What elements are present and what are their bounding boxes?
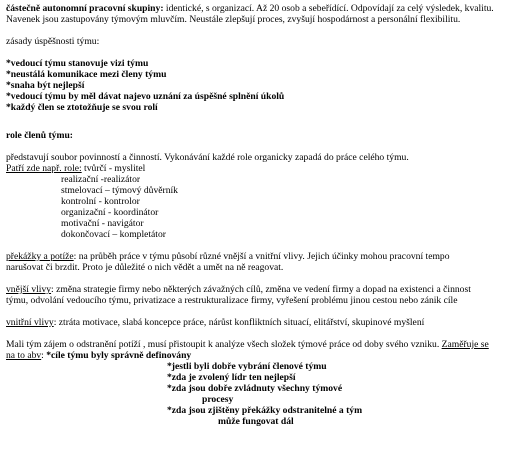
role-item: realizační -realizátor [61,174,141,185]
external-line-2: týmu, odvolání vedoucího týmu, privatizace a restrukturalizace firmy, vyřešení problému jinou cestou nebo zánik cíle [6,295,458,306]
success-item [6,69,504,80]
analysis-text-1: Mali tým zájem o odstranění potíží , musí přistoupit k analýze všech složek týmové práce od doby svého vzniku. [6,339,442,350]
external-text-1: : změna strategie firmy nebo některých závažných cílů, změna ve vedení firmy a dopad na existenci a činnost [51,284,471,295]
analysis-first-point: *cíle týmu byly správně definovány [46,350,192,361]
analysis-line-1 [6,339,504,350]
role-item: kontrolní - kontrolor [61,196,140,207]
analysis-item-text: může fungovat dál [218,416,294,427]
intro-line-2: Navenek jsou zastupovány týmovým mluvčím. Neustále zlepšují proces, zvyšují hospodárnost a personální flexibilitu. [6,14,461,25]
roles-line-2 [6,163,504,174]
analysis-item [6,383,504,394]
success-item [6,102,504,113]
role-item: organizační - koordinátor [61,207,159,218]
success-heading: zásady úspěšnosti týmu: [6,36,100,47]
roles-heading [6,130,504,141]
analysis-item-text: *jestli byli dobře vybrání členové týmu [167,361,327,372]
roles-line-1: představují soubor povinností a činností. Vykonávání každé role organicky zapadá do práce celého týmu. [6,152,409,163]
success-item-text: *každý člen se ztotožňuje se svou rolí [6,102,158,113]
intro-line-1 [6,3,504,14]
internal-line-1 [6,317,504,328]
analysis-item [6,416,504,427]
success-item [6,80,504,91]
analysis-underlined-2: na to abv [6,350,42,361]
internal-text-1: : ztráta motivace, slabá koncepce práce, nárůst konfliktních situací, elitářství, skupinové myšlení [53,317,425,328]
external-line-1 [6,284,504,295]
obstacles-label: překážky a potíže [6,251,74,262]
analysis-item [6,405,504,416]
obstacles-line-2: narušovat či brzdit. Proto je důležité o nich vědět a umět na ně reagovat. [6,262,284,273]
internal-label: vnitřní vlivy [6,317,54,328]
roles-first-role: tvůrčí - myslitel [81,163,146,174]
analysis-line-2 [6,350,504,361]
external-label: vnější vlivy [6,284,52,295]
analysis-item [6,372,504,383]
roles-heading-text: role členů týmu: [6,130,73,141]
success-item-text: *vedoucí týmu by měl dávat najevo uznání za úspěšné splnění úkolů [6,91,285,102]
analysis-item-text: *zda jsou zjištěny překážky odstranitelné a tým [167,405,363,416]
obstacles-line-1 [6,251,504,262]
roles-list-label: Patří zde např. role: [6,163,82,174]
success-item-text: *vedoucí týmu stanovuje vizi týmu [6,58,149,69]
analysis-colon: : [41,350,47,361]
analysis-item-text: procesy [202,394,234,405]
intro-text-1: identické, s organizací. Až 20 osob a sebeřídící. Odpovídají za celý výsledek, kvalitu. [163,3,494,14]
analysis-item [6,361,504,372]
role-item: motivační - navigátor [61,218,144,229]
success-item-text: *neustálá komunikace mezi členy týmu [6,69,167,80]
success-item-text: *snaha být nejlepší [6,80,85,91]
role-item: dokončovací – kompletátor [61,229,166,240]
document-body [6,3,504,427]
role-item: stmelovací – týmový důvěrník [61,185,178,196]
intro-term: částečně autonomní pracovní skupiny: [6,3,164,14]
success-item [6,58,504,69]
analysis-item-text: *zda jsou dobře zvládnuty všechny týmové [167,383,343,394]
analysis-item [6,394,504,405]
analysis-item-text: *zda je zvolený lídr ten nejlepší [167,372,296,383]
obstacles-text-1: : na průběh práce v týmu působí různé vnější a vnitřní vlivy. Jejich účinky mohou pracovní tempo [73,251,450,262]
success-item [6,91,504,102]
analysis-underlined-1: Zaměřuje se [441,339,489,350]
